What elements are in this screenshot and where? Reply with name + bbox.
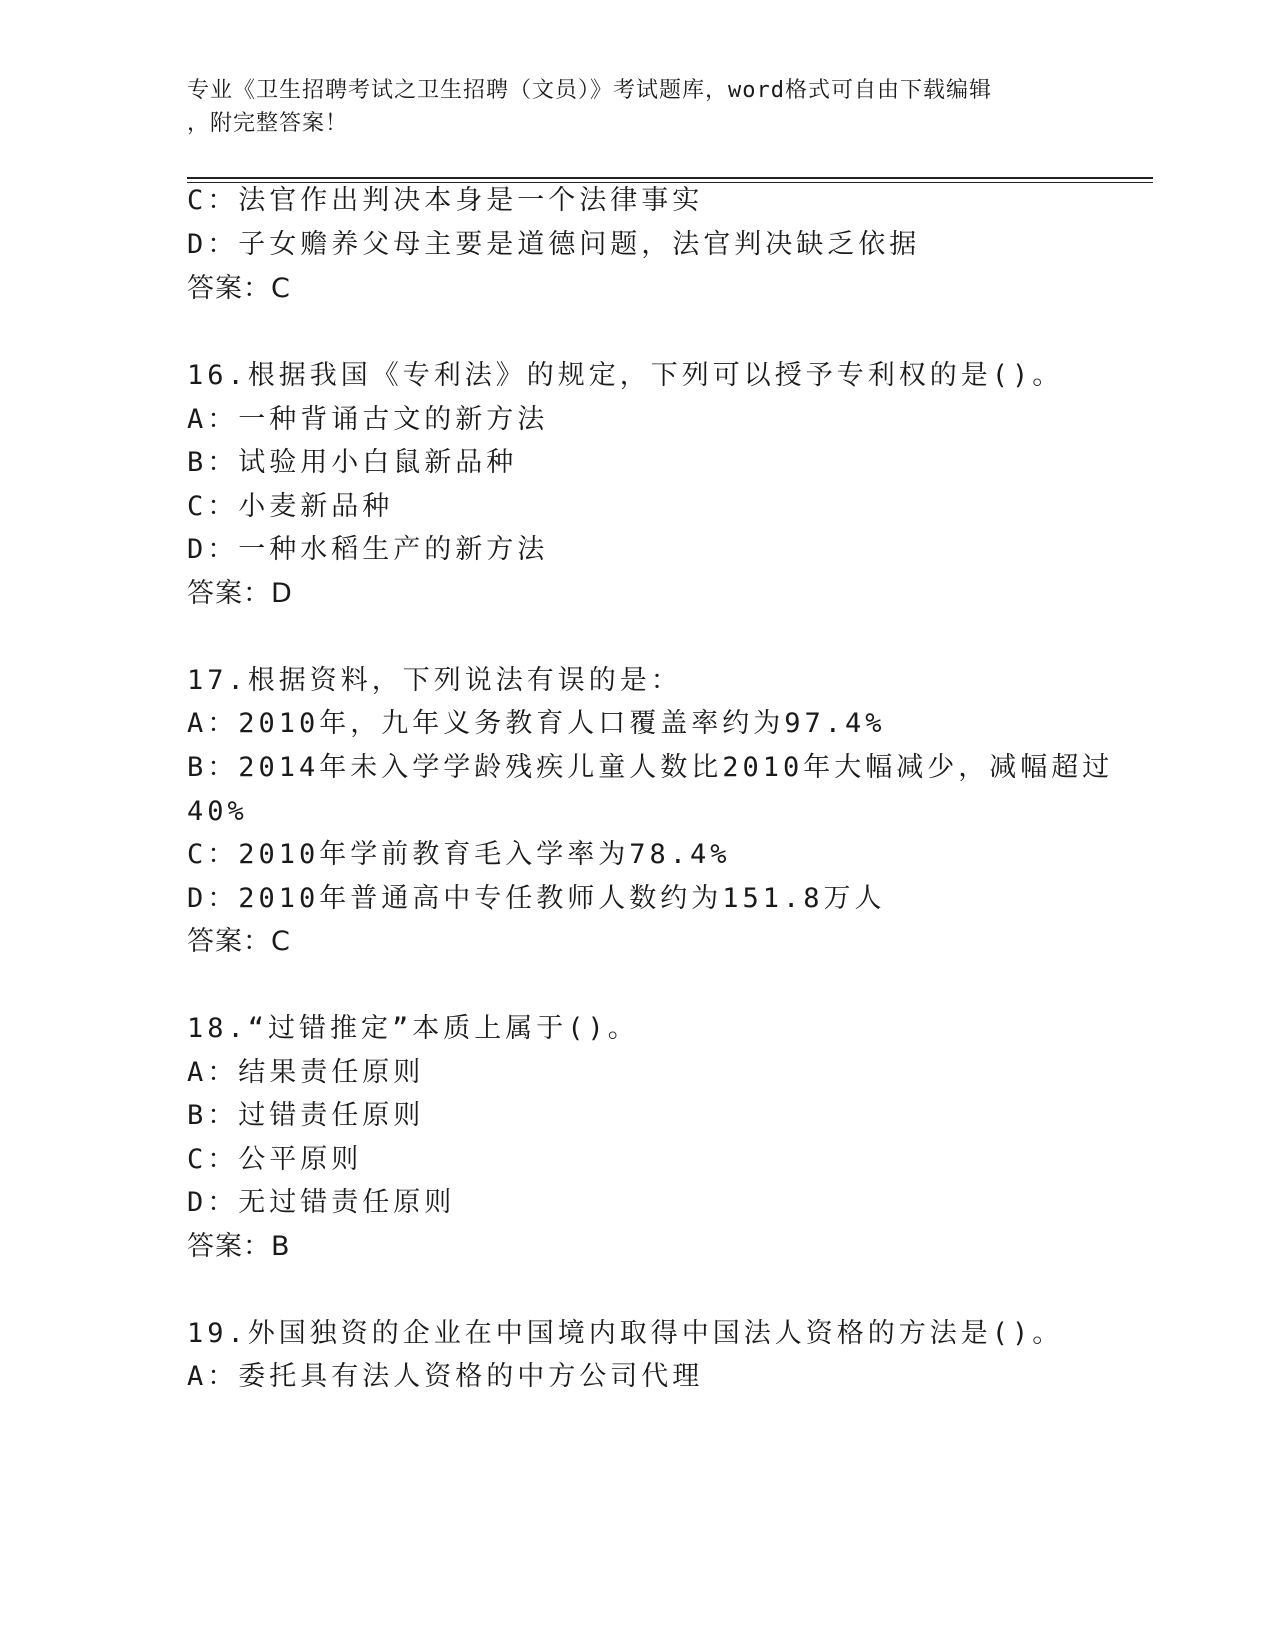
q16-stem: 16.根据我国《专利法》的规定，下列可以授予专利权的是()。 [187,360,1064,391]
q19-stem: 19.外国独资的企业在中国境内取得中国法人资格的方法是()。 [187,1318,1064,1349]
q16-option-c: C：小麦新品种 [187,491,394,522]
q15-answer: 答案：C [187,273,291,304]
q18-option-c: C：公平原则 [187,1144,363,1175]
q18-option-a: A：结果责任原则 [187,1057,425,1088]
q18-option-d: D：无过错责任原则 [187,1187,456,1218]
q17-answer: 答案：C [187,926,291,957]
q17-option-c: C：2010年学前教育毛入学率为78.4% [187,839,731,870]
q19-option-a: A：委托具有法人资格的中方公司代理 [187,1361,704,1392]
q15-option-d: D：子女赡养父母主要是道德问题，法官判决缺乏依据 [187,229,921,260]
header-line-1: 专业《卫生招聘考试之卫生招聘（文员）》考试题库，word格式可自由下载编辑 [187,78,992,103]
header-divider [187,177,1153,183]
q17-stem: 17.根据资料，下列说法有误的是： [187,665,682,696]
document-header [187,74,1087,140]
q17-option-b-line2: 40% [187,796,248,827]
q18-option-b: B：过错责任原则 [187,1100,425,1131]
q16-option-b: B：试验用小白鼠新品种 [187,447,518,478]
header-line-2: ，附完整答案！ [187,111,349,136]
q16-answer: 答案：D [187,578,293,609]
q18-answer: 答案：B [187,1231,291,1262]
q18-stem: 18.“过错推定”本质上属于()。 [187,1013,639,1044]
q17-option-b-line1: B：2014年未入学学龄残疾儿童人数比2010年大幅减少，减幅超过 [187,752,1114,783]
q15-option-c: C：法官作出判决本身是一个法律事实 [187,185,704,216]
q16-option-d: D：一种水稻生产的新方法 [187,534,549,565]
q17-option-a: A：2010年，九年义务教育人口覆盖率约为97.4% [187,708,886,739]
q17-option-d: D：2010年普通高中专任教师人数约为151.8万人 [187,883,886,914]
q16-option-a: A：一种背诵古文的新方法 [187,404,549,435]
